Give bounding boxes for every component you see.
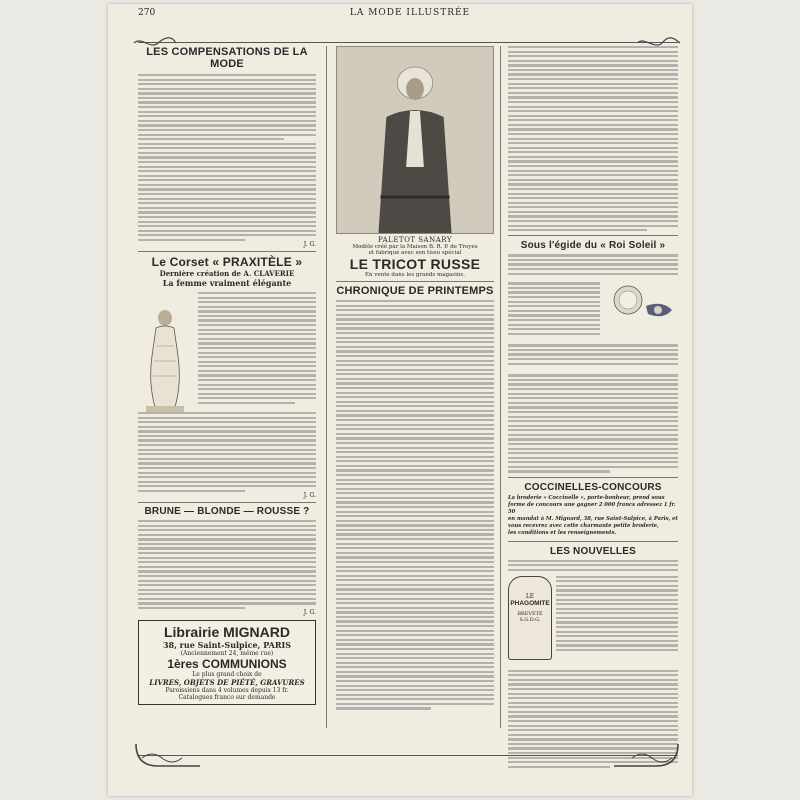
photo-caption: et fabriqué avec son tissu spécial (368, 250, 462, 256)
article-signature: J. G. (303, 492, 316, 500)
photo-caption-name: PALETOT SANARY (378, 236, 452, 244)
ad-name: Librairie MIGNARD (163, 624, 290, 641)
concours-line: les conditions et les renseignements. (508, 529, 617, 536)
ad-line: Paroissiens dans 4 volumes depuis 13 fr. (165, 687, 289, 695)
article-body (336, 300, 494, 710)
librairie-advertisement (138, 620, 316, 705)
phagomite-bottle-label (508, 576, 552, 660)
column-middle (336, 46, 494, 710)
concours-line: vous recevrez avec cette charmante petite broderie, (508, 522, 659, 529)
article-body (138, 74, 316, 241)
divider (508, 235, 678, 236)
corner-ornament-icon (612, 740, 682, 770)
article-title: Le Corset « PRAXITÈLE » (151, 255, 303, 269)
corner-ornament-icon (132, 740, 202, 770)
article-body (508, 560, 678, 571)
corset-block (138, 292, 316, 412)
article-title: LES COMPENSATIONS DE LA MODE (146, 46, 308, 70)
article-body (138, 412, 316, 492)
ad-address: 38, rue Saint-Sulpice, PARIS (162, 640, 292, 651)
photo-caption: Modèle créé par la Maison B. R. P. de Troyes (352, 244, 478, 250)
roi-soleil-block (508, 254, 678, 374)
divider (336, 281, 494, 282)
top-rule (138, 42, 678, 43)
page-number: 270 (138, 8, 156, 18)
photo-title: LE TRICOT RUSSE (349, 256, 481, 272)
article-title: Sous l'égide du « Roi Soleil » (520, 240, 666, 252)
divider (508, 477, 678, 478)
article-body (508, 374, 678, 472)
article-body (508, 282, 600, 335)
concours-line: La broderie « Coccinelle », porte-bonheur, prend sous (508, 494, 665, 501)
ad-former-address: (Anciennement 24, même rue) (180, 650, 274, 658)
corset-figure-illustration (138, 306, 192, 414)
article-subtitle: Dernière création de A. CLAVERIE (159, 269, 295, 278)
divider (508, 541, 678, 542)
nouvelles-block (508, 560, 678, 670)
ad-line: Le plus grand choix de (192, 671, 262, 679)
article-body (198, 292, 316, 404)
label-brand: PHAGOMITE (510, 599, 550, 607)
ad-event: 1ères COMMUNIONS (167, 657, 287, 672)
concours-line: forme de concours une gagner 2 000 francs adressez 1 fr. 50 (508, 501, 676, 515)
column-right (508, 46, 678, 768)
article-body (508, 46, 678, 231)
column-rule (326, 46, 327, 728)
column-rule (500, 46, 501, 728)
article-title: LES NOUVELLES (550, 545, 636, 557)
ad-line: Catalogues franco sur demande (178, 694, 276, 702)
magazine-title: LA MODE ILLUSTRÉE (349, 8, 471, 18)
article-title: BRUNE — BLONDE — ROUSSE ? (144, 506, 310, 518)
page-header (138, 8, 682, 20)
article-title: COCCINELLES-CONCOURS (524, 481, 662, 493)
article-body (508, 254, 678, 275)
magazine-page (108, 4, 692, 796)
divider (138, 502, 316, 503)
label-line: S.G.D.G. (519, 616, 541, 623)
label-line: BREVETÉ (517, 610, 543, 617)
article-title: CHRONIQUE DE PRINTEMPS (336, 285, 494, 297)
concours-line: en mandat à M. Mignard, 38, rue Saint-Sulpice, à Paris, et (508, 515, 678, 522)
article-body (556, 576, 678, 651)
fashion-photo (336, 46, 494, 234)
concours-text (508, 495, 678, 537)
bottom-rule (138, 755, 678, 756)
article-body (508, 344, 678, 365)
article-lead: La femme vraiment élégante (162, 278, 292, 288)
perfume-bottles-illustration (606, 280, 678, 332)
divider (138, 251, 316, 252)
photo-subtitle: En vente dans les grands magasins. (365, 272, 465, 278)
woman-in-tricot-photo (337, 47, 493, 233)
ad-line: LIVRES, OBJETS DE PIÉTÉ, GRAVURES (149, 678, 305, 688)
article-signature: J. G. (303, 241, 316, 248)
column-left (138, 46, 316, 705)
label-line: LE (525, 592, 535, 600)
article-signature: J. G. (303, 609, 316, 617)
article-body (138, 520, 316, 609)
